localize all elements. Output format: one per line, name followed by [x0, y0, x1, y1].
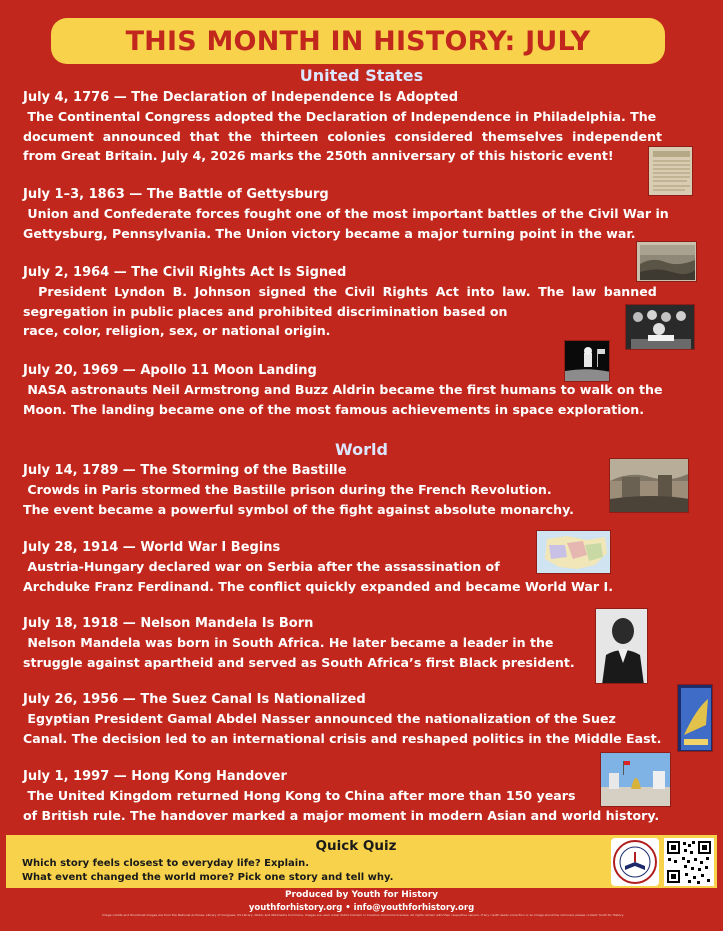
event-body-line: race, color, religion, sex, or national origin. — [23, 323, 331, 338]
section-heading-us: United States — [299, 66, 424, 85]
event-body-line: The event became a powerful symbol of the fight against absolute monarchy. — [23, 501, 574, 517]
event-body-line: struggle against apartheid and served as South Africa’s first Black president. — [23, 654, 575, 670]
event-suez — [23, 690, 703, 748]
event-body-line: Moon. The landing became one of the most famous achievements in space exploration. — [23, 401, 644, 417]
event-body-line: from Great Britain. July 4, 2026 marks the 250th anniversary of this historic event! — [23, 148, 614, 163]
event-body-line: document announced that the thirteen colonies considered themselves independent — [23, 128, 663, 144]
europe-map-image — [536, 530, 611, 574]
bastille-storming-image — [609, 458, 689, 513]
title-banner — [51, 18, 665, 64]
event-body-line: The Continental Congress adopted the Declaration of Independence in Philadelphia. The — [23, 109, 657, 124]
event-heading: July 4, 1776 — The Declaration of Independence Is Adopted — [23, 90, 459, 105]
event-heading: July 20, 1969 — Apollo 11 Moon Landing — [23, 363, 317, 378]
youth-for-history-logo — [611, 838, 659, 886]
event-declaration — [23, 88, 703, 166]
event-heading: July 28, 1914 — World War I Begins — [23, 540, 281, 555]
event-body-line: Egyptian President Gamal Abdel Nasser announced the nationalization of the Suez — [23, 711, 616, 726]
event-heading: July 14, 1789 — The Storming of the Bastille — [23, 463, 347, 478]
event-heading: July 1–3, 1863 — The Battle of Gettysburg — [23, 187, 329, 202]
civil-rights-signing-image — [625, 304, 695, 350]
contact-line[interactable]: youthforhistory.org • info@youthforhistory.org — [248, 903, 475, 913]
event-body-line: segregation in public places and prohibited discrimination based on — [23, 303, 508, 319]
quiz-question: Which story feels closest to everyday life? Explain. — [22, 858, 310, 869]
event-gettysburg — [23, 185, 703, 243]
event-heading: July 18, 1918 — Nelson Mandela Is Born — [23, 616, 314, 631]
event-body-line: NASA astronauts Neil Armstrong and Buzz Aldrin became the first humans to walk on the — [23, 382, 663, 397]
event-heading: July 26, 1956 — The Suez Canal Is Nationalized — [23, 692, 366, 707]
event-heading: July 1, 1997 — Hong Kong Handover — [23, 769, 287, 784]
event-civil-rights — [23, 263, 703, 341]
event-body-line: Archduke Franz Ferdinand. The conflict quickly expanded and became World War I. — [23, 578, 613, 594]
section-heading-world: World — [335, 440, 388, 459]
hong-kong-handover-image — [600, 752, 671, 807]
event-body-line: The United Kingdom returned Hong Kong to China after more than 150 years — [23, 788, 576, 803]
event-body-line: Union and Confederate forces fought one of the most important battles of the Civil War in — [23, 206, 669, 221]
event-heading: July 2, 1964 — The Civil Rights Act Is Signed — [23, 265, 347, 280]
event-body-line: Crowds in Paris stormed the Bastille prison during the French Revolution. — [23, 482, 552, 497]
declaration-document-image — [648, 146, 693, 196]
event-body-line: Gettysburg, Pennsylvania. The Union victory became a major turning point in the war. — [23, 225, 636, 241]
apollo-moon-landing-image — [564, 340, 610, 382]
image-credits: Image credits and thumbnail images are from the National Archives, Library of Congress, US Library, NASA, and Wikimedia Commons. Images are used under Public Domain or Creative Commons licenses. All rights remain with their respective owners. If any credit needs correction or an image should be removed, please contact Youth for History. — [102, 913, 624, 917]
event-body-line: Canal. The decision led to an international crisis and reshaped politics in the Middle East. — [23, 730, 662, 746]
quiz-title: Quick Quiz — [315, 838, 397, 854]
event-body-line: of British rule. The handover marked a major moment in modern Asian and world history. — [23, 807, 660, 823]
event-body-line: Austria-Hungary declared war on Serbia after the assassination of — [23, 559, 500, 574]
quiz-question: What event changed the world more? Pick one story and tell why. — [22, 872, 394, 883]
suez-stamp-image — [677, 684, 713, 752]
nelson-mandela-portrait — [595, 608, 648, 684]
event-bastille — [23, 461, 703, 519]
event-body-line: President Lyndon B. Johnson signed the Civil Rights Act into law. The law banned — [23, 284, 657, 299]
event-body-line: Nelson Mandela was born in South Africa. He later became a leader in the — [23, 635, 554, 650]
qr-code[interactable] — [664, 838, 714, 886]
produced-by: Produced by Youth for History — [284, 890, 439, 900]
gettysburg-battle-image — [636, 241, 697, 282]
page-title: THIS MONTH IN HISTORY: JULY — [125, 25, 591, 57]
